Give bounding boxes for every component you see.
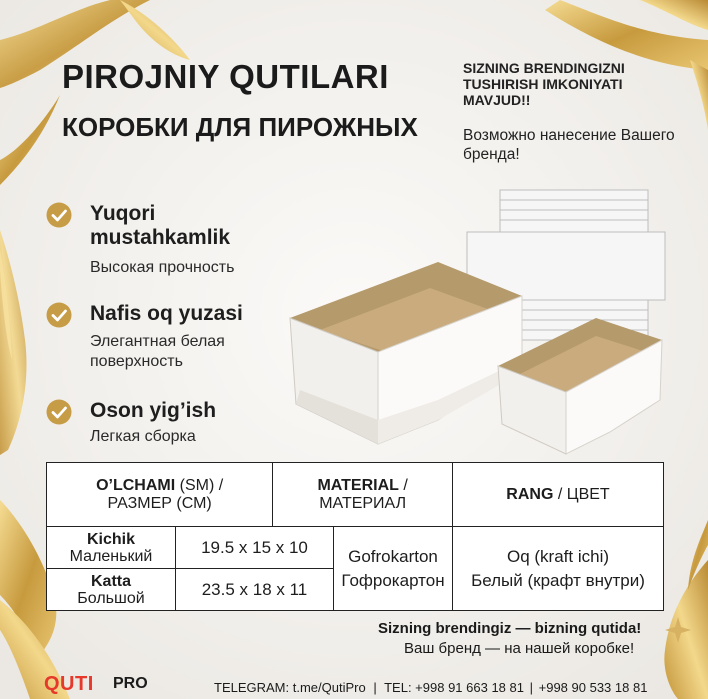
- size-header: [47, 463, 273, 527]
- material-header-ru: / МАТЕРИАЛ: [319, 476, 408, 512]
- slogan-ru: Ваш бренд — на нашей коробке!: [404, 640, 635, 657]
- spec-table: [46, 462, 664, 611]
- phone-number[interactable]: TEL: +998 91 663 18 81: [384, 680, 524, 695]
- material-cell: [334, 527, 453, 611]
- feature-subtitle: Элегантная белая поверхность: [90, 333, 225, 370]
- material-header: [273, 463, 453, 527]
- size-name-ru: Маленький: [69, 547, 153, 565]
- feature-subtitle: Легкая сборка: [90, 428, 196, 445]
- size-header-unit: (SM) /: [179, 476, 224, 494]
- color-cell: [453, 527, 664, 611]
- branding-note-ru: Возможно нанесение Вашего бренда!: [463, 127, 675, 163]
- footer-contacts: [214, 680, 647, 695]
- separator: |: [373, 680, 377, 695]
- color-uz: Oq (kraft ichi): [506, 546, 610, 566]
- feature-subtitle: Высокая прочность: [90, 259, 235, 276]
- size-name-cell: [47, 527, 176, 569]
- telegram-link[interactable]: TELEGRAM: t.me/QutiPro: [214, 680, 366, 695]
- table-row: [47, 527, 664, 569]
- feature-title: Yuqori mustahkamlik: [90, 202, 231, 249]
- title-ru: КОРОБКИ ДЛЯ ПИРОЖНЫХ: [62, 112, 418, 142]
- feature-title: Nafis oq yuzasi: [90, 302, 243, 325]
- branding-note-uz: SIZNING BRENDINGIZNI TUSHIRISH IMKONIYATI MAVJUD!!: [463, 60, 625, 108]
- material-uz: Gofrokarton: [348, 546, 438, 566]
- size-value-cell: 23.5 x 18 x 11: [176, 569, 334, 611]
- check-icon: [46, 202, 72, 228]
- check-icon: [46, 302, 72, 328]
- size-name-ru: Большой: [77, 589, 145, 607]
- title-uz: PIROJNIY QUTILARI: [62, 58, 389, 95]
- color-ru: Белый (крафт внутри): [471, 570, 645, 590]
- slogan-uz: Sizning brendingiz — bizning qutida!: [378, 620, 642, 637]
- size-header-uz: O’LCHAMI: [96, 476, 176, 494]
- color-header: [453, 463, 664, 527]
- size-value-cell: 19.5 x 15 x 10: [176, 527, 334, 569]
- separator: |: [529, 680, 533, 695]
- color-header-ru: / ЦВЕТ: [553, 485, 610, 503]
- color-header-uz: RANG: [506, 485, 554, 503]
- material-header-uz: MATERIAL: [317, 476, 399, 494]
- size-name-uz: Kichik: [86, 530, 135, 548]
- phone-number-2[interactable]: +998 90 533 18 81: [538, 680, 648, 695]
- size-name-cell: [47, 569, 176, 611]
- logo-pro: PRO: [113, 675, 148, 692]
- size-header-ru: РАЗМЕР (СМ): [107, 494, 212, 512]
- material-ru: Гофрокартон: [341, 570, 445, 590]
- feature-title: Oson yig’ish: [90, 399, 217, 422]
- check-icon: [46, 399, 72, 425]
- logo-quti: QUTI: [44, 673, 94, 695]
- size-name-uz: Katta: [90, 572, 131, 590]
